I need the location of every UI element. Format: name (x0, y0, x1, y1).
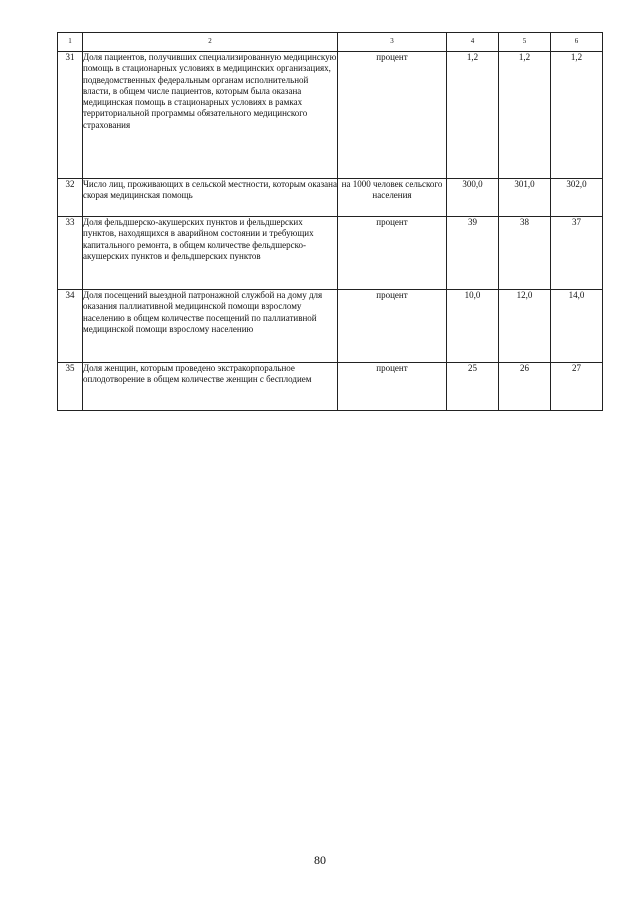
header-col-5: 5 (499, 33, 551, 52)
header-col-2: 2 (83, 33, 338, 52)
row-value-1: 39 (447, 217, 499, 290)
row-description: Число лиц, проживающих в сельской местности, которым оказана скорая медицинская помощь (83, 179, 338, 217)
table-row (58, 179, 603, 217)
row-value-1: 10,0 (447, 290, 499, 363)
row-description: Доля женщин, которым проведено экстракорпоральное оплодотворение в общем количестве женщин с бесплодием (83, 363, 338, 411)
row-value-3: 302,0 (551, 179, 603, 217)
header-row (58, 33, 603, 52)
row-value-2: 38 (499, 217, 551, 290)
row-value-3: 1,2 (551, 52, 603, 179)
row-number: 35 (58, 363, 83, 411)
header-col-6: 6 (551, 33, 603, 52)
table-row (58, 217, 603, 290)
table-row (58, 290, 603, 363)
row-value-3: 14,0 (551, 290, 603, 363)
row-number: 33 (58, 217, 83, 290)
row-description: Доля посещений выездной патронажной службой на дому для оказания паллиативной медицинской помощи взрослому населению в общем количестве посещений по паллиативной медицинской помощи взрослому населению (83, 290, 338, 363)
row-value-2: 26 (499, 363, 551, 411)
row-number: 34 (58, 290, 83, 363)
row-value-2: 301,0 (499, 179, 551, 217)
row-value-1: 25 (447, 363, 499, 411)
row-unit: процент (338, 217, 447, 290)
row-value-3: 37 (551, 217, 603, 290)
header-col-1: 1 (58, 33, 83, 52)
row-unit: процент (338, 290, 447, 363)
indicators-table (57, 32, 603, 411)
row-number: 32 (58, 179, 83, 217)
header-col-4: 4 (447, 33, 499, 52)
row-value-1: 1,2 (447, 52, 499, 179)
row-value-3: 27 (551, 363, 603, 411)
row-unit: процент (338, 363, 447, 411)
table-row (58, 52, 603, 179)
page-number: 80 (314, 853, 326, 867)
row-number: 31 (58, 52, 83, 179)
table-row (58, 363, 603, 411)
row-value-2: 12,0 (499, 290, 551, 363)
row-description: Доля фельдшерско-акушерских пунктов и фельдшерских пунктов, находящихся в аварийном состоянии и требующих капитального ремонта, в общем количестве фельдшерско-акушерских пунктов и фельдшерских пунктов (83, 217, 338, 290)
header-col-3: 3 (338, 33, 447, 52)
row-value-2: 1,2 (499, 52, 551, 179)
row-unit: на 1000 человек сельского населения (338, 179, 447, 217)
row-value-1: 300,0 (447, 179, 499, 217)
row-unit: процент (338, 52, 447, 179)
row-description: Доля пациентов, получивших специализированную медицинскую помощь в стационарных условиях в медицинских организациях, подведомственных федеральным органам исполнительной власти, в общем числе пациентов, которым была оказана медицинская помощь в стационарных условиях в рамках территориальной программы обязательного медицинского страхования (83, 52, 338, 179)
